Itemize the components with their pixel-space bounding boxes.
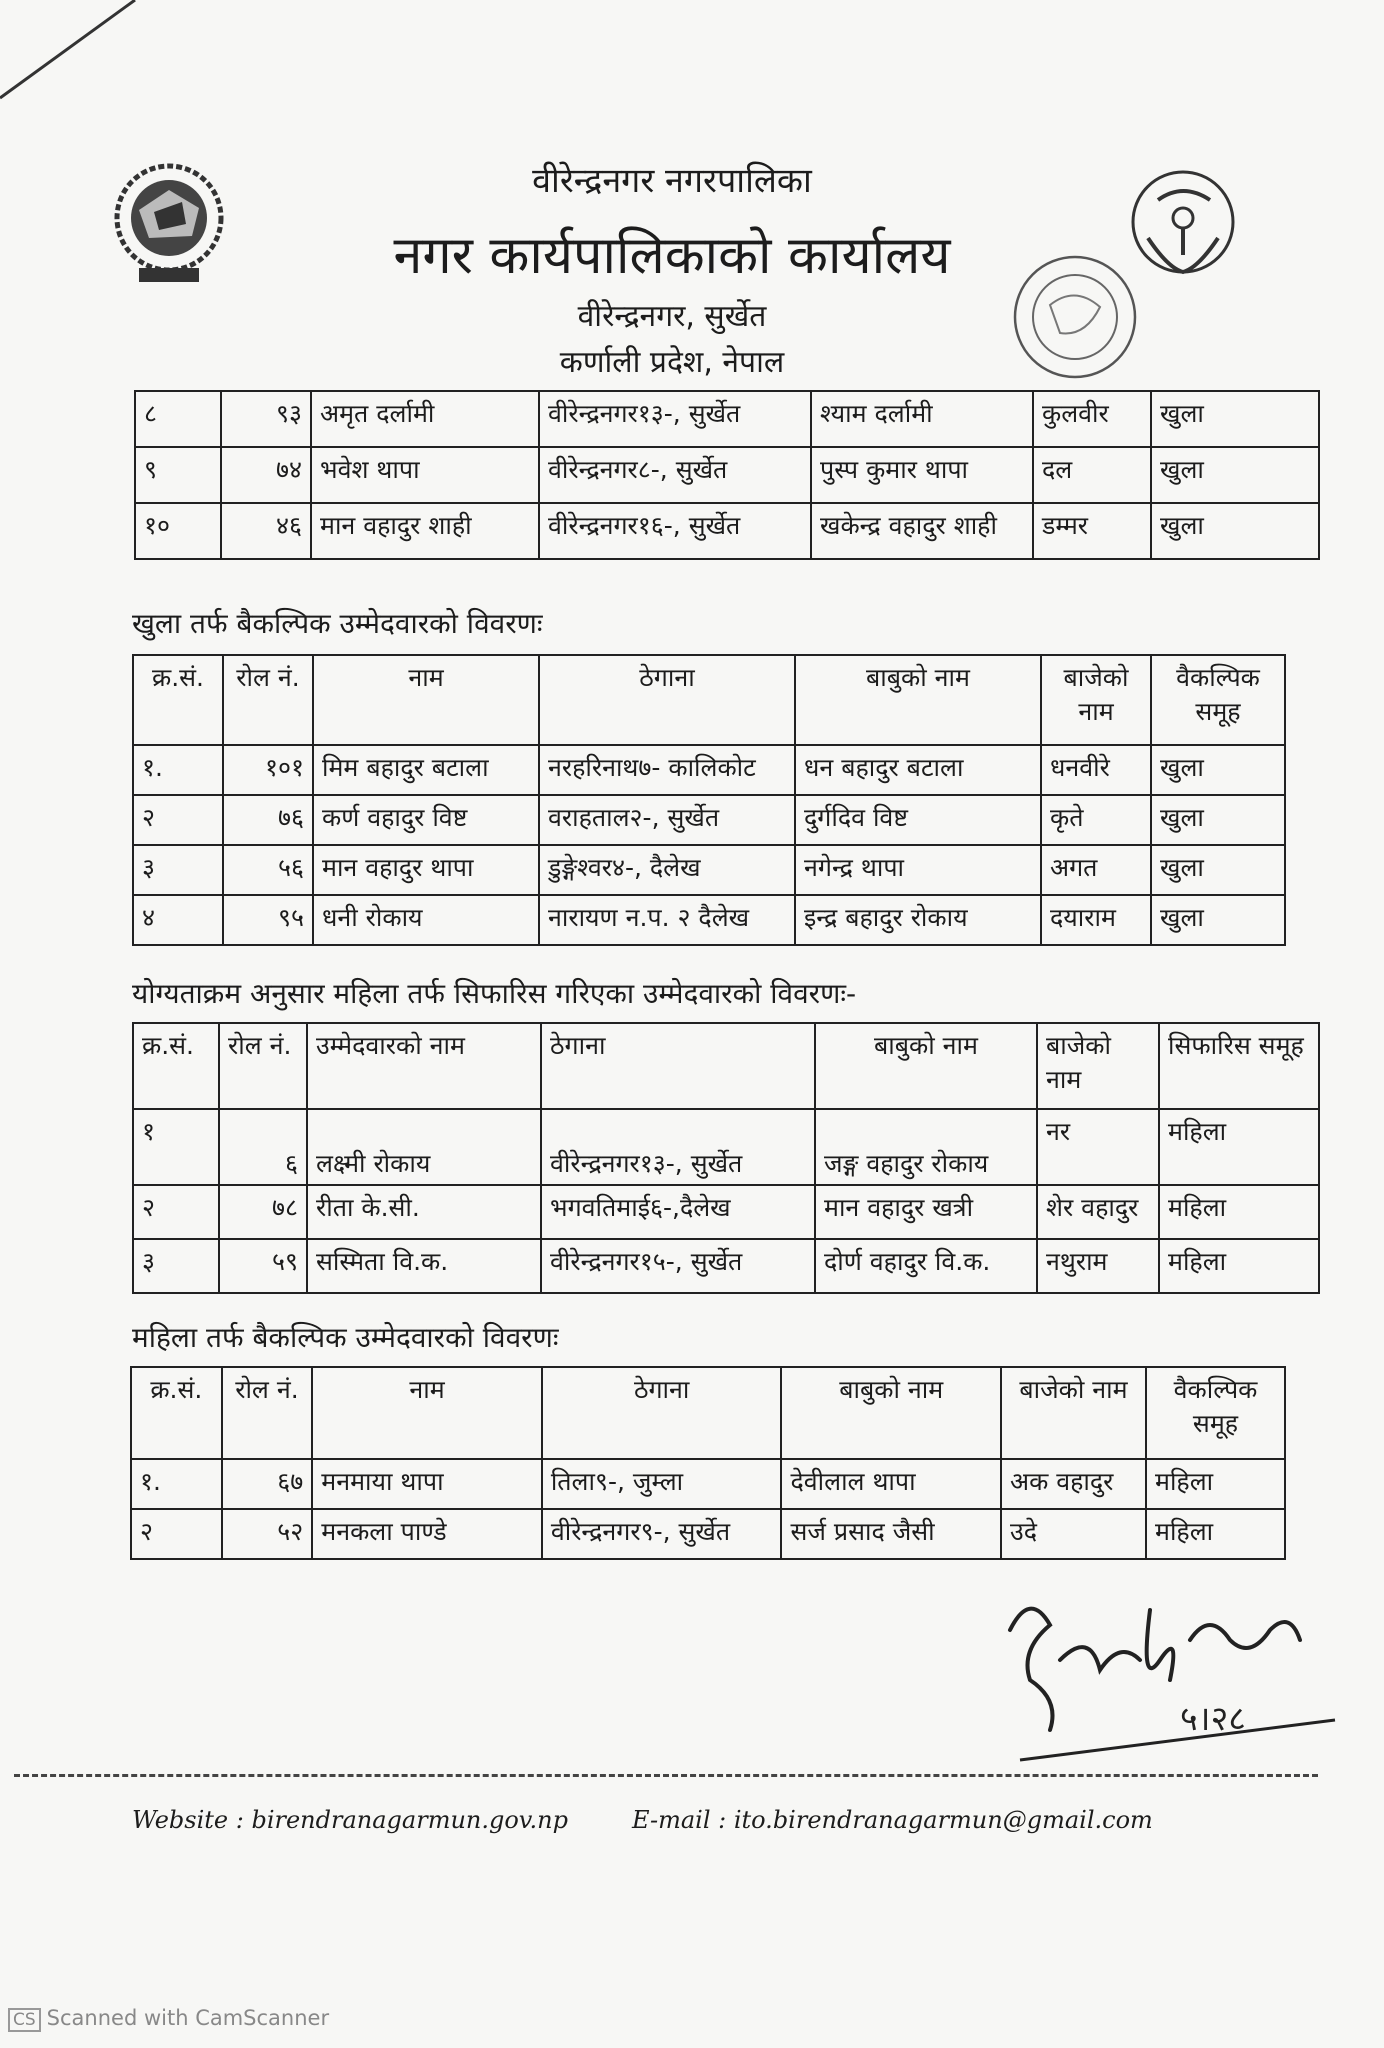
serial-cell: २ [133,795,223,845]
name-cell: लक्ष्मी रोकाय [307,1109,541,1185]
group-cell: खुला [1151,845,1285,895]
website-text: Website : birendranagarmun.gov.np [132,1806,568,1834]
group-cell: महिला [1146,1509,1285,1559]
group-cell: महिला [1159,1239,1319,1293]
header-row [133,1023,1319,1109]
column-header: सिफारिस समूह [1159,1023,1319,1109]
municipality-name: वीरेन्द्रनगर नगरपालिका [532,161,812,201]
roll-cell: ९५ [223,895,313,945]
father-cell: धन बहादुर बटाला [795,745,1041,795]
name-cell: सस्मिता वि.क. [307,1239,541,1293]
open-alternate-table [132,654,1286,946]
table-row [133,1239,1319,1293]
address-cell: वीरेन्द्रनगर९-, सुर्खेत [542,1509,782,1559]
column-header: उम्मेदवारको नाम [307,1023,541,1109]
column-header: रोल नं. [219,1023,307,1109]
office-title: नगर कार्यपालिकाको कार्यालय [393,226,951,286]
province-country: कर्णाली प्रदेश, नेपाल [559,345,785,380]
section-title-women-alternate: महिला तर्फ बैकल्पिक उम्मेदवारको विवरणः [132,1321,559,1354]
roll-cell: १०१ [223,745,313,795]
column-header: रोल नं. [222,1367,313,1459]
grandfather-cell: धनवीरे [1041,745,1151,795]
name-cell: मान वहादुर थापा [313,845,539,895]
women-recommended-table [132,1022,1320,1294]
group-cell: खुला [1151,391,1319,447]
scanned-label: Scanned with CamScanner [46,2006,330,2030]
table-row [133,745,1285,795]
roll-cell: ७४ [221,447,311,503]
column-header: नाम [313,655,539,745]
father-cell: खकेन्द्र वहादुर शाही [811,503,1033,559]
table-row [131,1459,1285,1509]
column-header: वैकल्पिक समूह [1151,655,1285,745]
address-cell: तिला९-, जुम्ला [542,1459,782,1509]
grandfather-cell: नथुराम [1037,1239,1159,1293]
grandfather-cell: उदे [1001,1509,1146,1559]
office-address: वीरेन्द्रनगर, सुर्खेत [577,299,767,334]
serial-cell: ९ [135,447,221,503]
grandfather-cell: कृते [1041,795,1151,845]
father-cell: दोर्ण वहादुर वि.क. [815,1239,1037,1293]
roll-cell: ९३ [221,391,311,447]
father-cell: श्याम दर्लामी [811,391,1033,447]
group-cell: खुला [1151,447,1319,503]
father-cell: इन्द्र बहादुर रोकाय [795,895,1041,945]
column-header: बाबुको नाम [781,1367,1001,1459]
name-cell: मिम बहादुर बटाला [313,745,539,795]
table-row [135,447,1319,503]
page-fold-mark [0,0,160,100]
address-cell: नरहरिनाथ७- कालिकोट [539,745,795,795]
grandfather-cell: डम्मर [1033,503,1151,559]
column-header: ठेगाना [539,655,795,745]
roll-cell: ५२ [222,1509,313,1559]
table-row [133,845,1285,895]
serial-cell: १. [131,1459,222,1509]
column-header: क्र.सं. [133,655,223,745]
roll-cell: ७८ [219,1185,307,1239]
column-header: बाजेको नाम [1037,1023,1159,1109]
column-header: क्र.सं. [131,1367,222,1459]
recommended-open-table-continued [134,390,1320,560]
group-cell: महिला [1159,1185,1319,1239]
table-row [133,1109,1319,1185]
serial-cell: १. [133,745,223,795]
header-row [131,1367,1285,1459]
table-row [135,503,1319,559]
roll-cell: ४६ [221,503,311,559]
group-cell: खुला [1151,745,1285,795]
grandfather-cell: कुलवीर [1033,391,1151,447]
handwritten-signature [990,1570,1340,1770]
grandfather-cell: नर [1037,1109,1159,1185]
group-cell: महिला [1146,1459,1285,1509]
serial-cell: ४ [133,895,223,945]
father-cell: पुस्प कुमार थापा [811,447,1033,503]
grandfather-cell: दयाराम [1041,895,1151,945]
serial-cell: ८ [135,391,221,447]
column-header: रोल नं. [223,655,313,745]
address-cell: वीरेन्द्रनगर१३-, सुर्खेत [539,391,811,447]
column-header: वैकल्पिक समूह [1146,1367,1285,1459]
column-header: बाबुको नाम [815,1023,1037,1109]
roll-cell: ६ [219,1109,307,1185]
column-header: बाजेको नाम [1041,655,1151,745]
name-cell: मान वहादुर शाही [311,503,539,559]
camscanner-logo-icon: CS [8,2008,41,2032]
roll-cell: ७६ [223,795,313,845]
name-cell: मनकला पाण्डे [312,1509,542,1559]
signature-date: ५।२८ [1180,1699,1246,1739]
address-cell: वीरेन्द्रनगर१६-, सुर्खेत [539,503,811,559]
grandfather-cell: अक वहादुर [1001,1459,1146,1509]
address-cell: वीरेन्द्रनगर८-, सुर्खेत [539,447,811,503]
column-header: ठेगाना [541,1023,815,1109]
serial-cell: २ [133,1185,219,1239]
roll-cell: ५९ [219,1239,307,1293]
camscanner-watermark [8,2006,329,2032]
name-cell: कर्ण वहादुर विष्ट [313,795,539,845]
table-row [133,795,1285,845]
column-header: बाबुको नाम [795,655,1041,745]
name-cell: धनी रोकाय [313,895,539,945]
roll-cell: ६७ [222,1459,313,1509]
father-cell: दुर्गदिव विष्ट [795,795,1041,845]
serial-cell: २ [131,1509,222,1559]
header-row [133,655,1285,745]
footer-divider [14,1774,1318,1777]
serial-cell: ३ [133,845,223,895]
roll-cell: ५६ [223,845,313,895]
grandfather-cell: अगत [1041,845,1151,895]
father-cell: सर्ज प्रसाद जैसी [781,1509,1001,1559]
column-header: ठेगाना [542,1367,782,1459]
section-title-open-alternate: खुला तर्फ बैकल्पिक उम्मेदवारको विवरणः [132,607,543,640]
name-cell: रीता के.सी. [307,1185,541,1239]
table-row [133,1185,1319,1239]
grandfather-cell: शेर वहादुर [1037,1185,1159,1239]
column-header: बाजेको नाम [1001,1367,1146,1459]
serial-cell: १० [135,503,221,559]
column-header: क्र.सं. [133,1023,219,1109]
address-cell: वीरेन्द्रनगर१३-, सुर्खेत [541,1109,815,1185]
grandfather-cell: दल [1033,447,1151,503]
address-cell: वराहताल२-, सुर्खेत [539,795,795,845]
group-cell: खुला [1151,895,1285,945]
group-cell: महिला [1159,1109,1319,1185]
address-cell: भगवतिमाई६-,दैलेख [541,1185,815,1239]
group-cell: खुला [1151,503,1319,559]
name-cell: अमृत दर्लामी [311,391,539,447]
father-cell: देवीलाल थापा [781,1459,1001,1509]
column-header: नाम [312,1367,542,1459]
father-cell: नगेन्द्र थापा [795,845,1041,895]
address-cell: वीरेन्द्रनगर१५-, सुर्खेत [541,1239,815,1293]
serial-cell: ३ [133,1239,219,1293]
name-cell: भवेश थापा [311,447,539,503]
table-row [135,391,1319,447]
table-row [133,895,1285,945]
address-cell: डुङ्गेश्वर४-, दैलेख [539,845,795,895]
section-title-women-recommended: योग्यताक्रम अनुसार महिला तर्फ सिफारिस गरिएका उम्मेदवारको विवरणः- [132,977,857,1010]
father-cell: मान वहादुर खत्री [815,1185,1037,1239]
address-cell: नारायण न.प. २ दैलेख [539,895,795,945]
group-cell: खुला [1151,795,1285,845]
table-row [131,1509,1285,1559]
name-cell: मनमाया थापा [312,1459,542,1509]
email-text: E-mail : ito.birendranagarmun@gmail.com [632,1806,1153,1834]
women-alternate-table [130,1366,1286,1560]
father-cell: जङ्ग वहादुर रोकाय [815,1109,1037,1185]
serial-cell: १ [133,1109,219,1185]
